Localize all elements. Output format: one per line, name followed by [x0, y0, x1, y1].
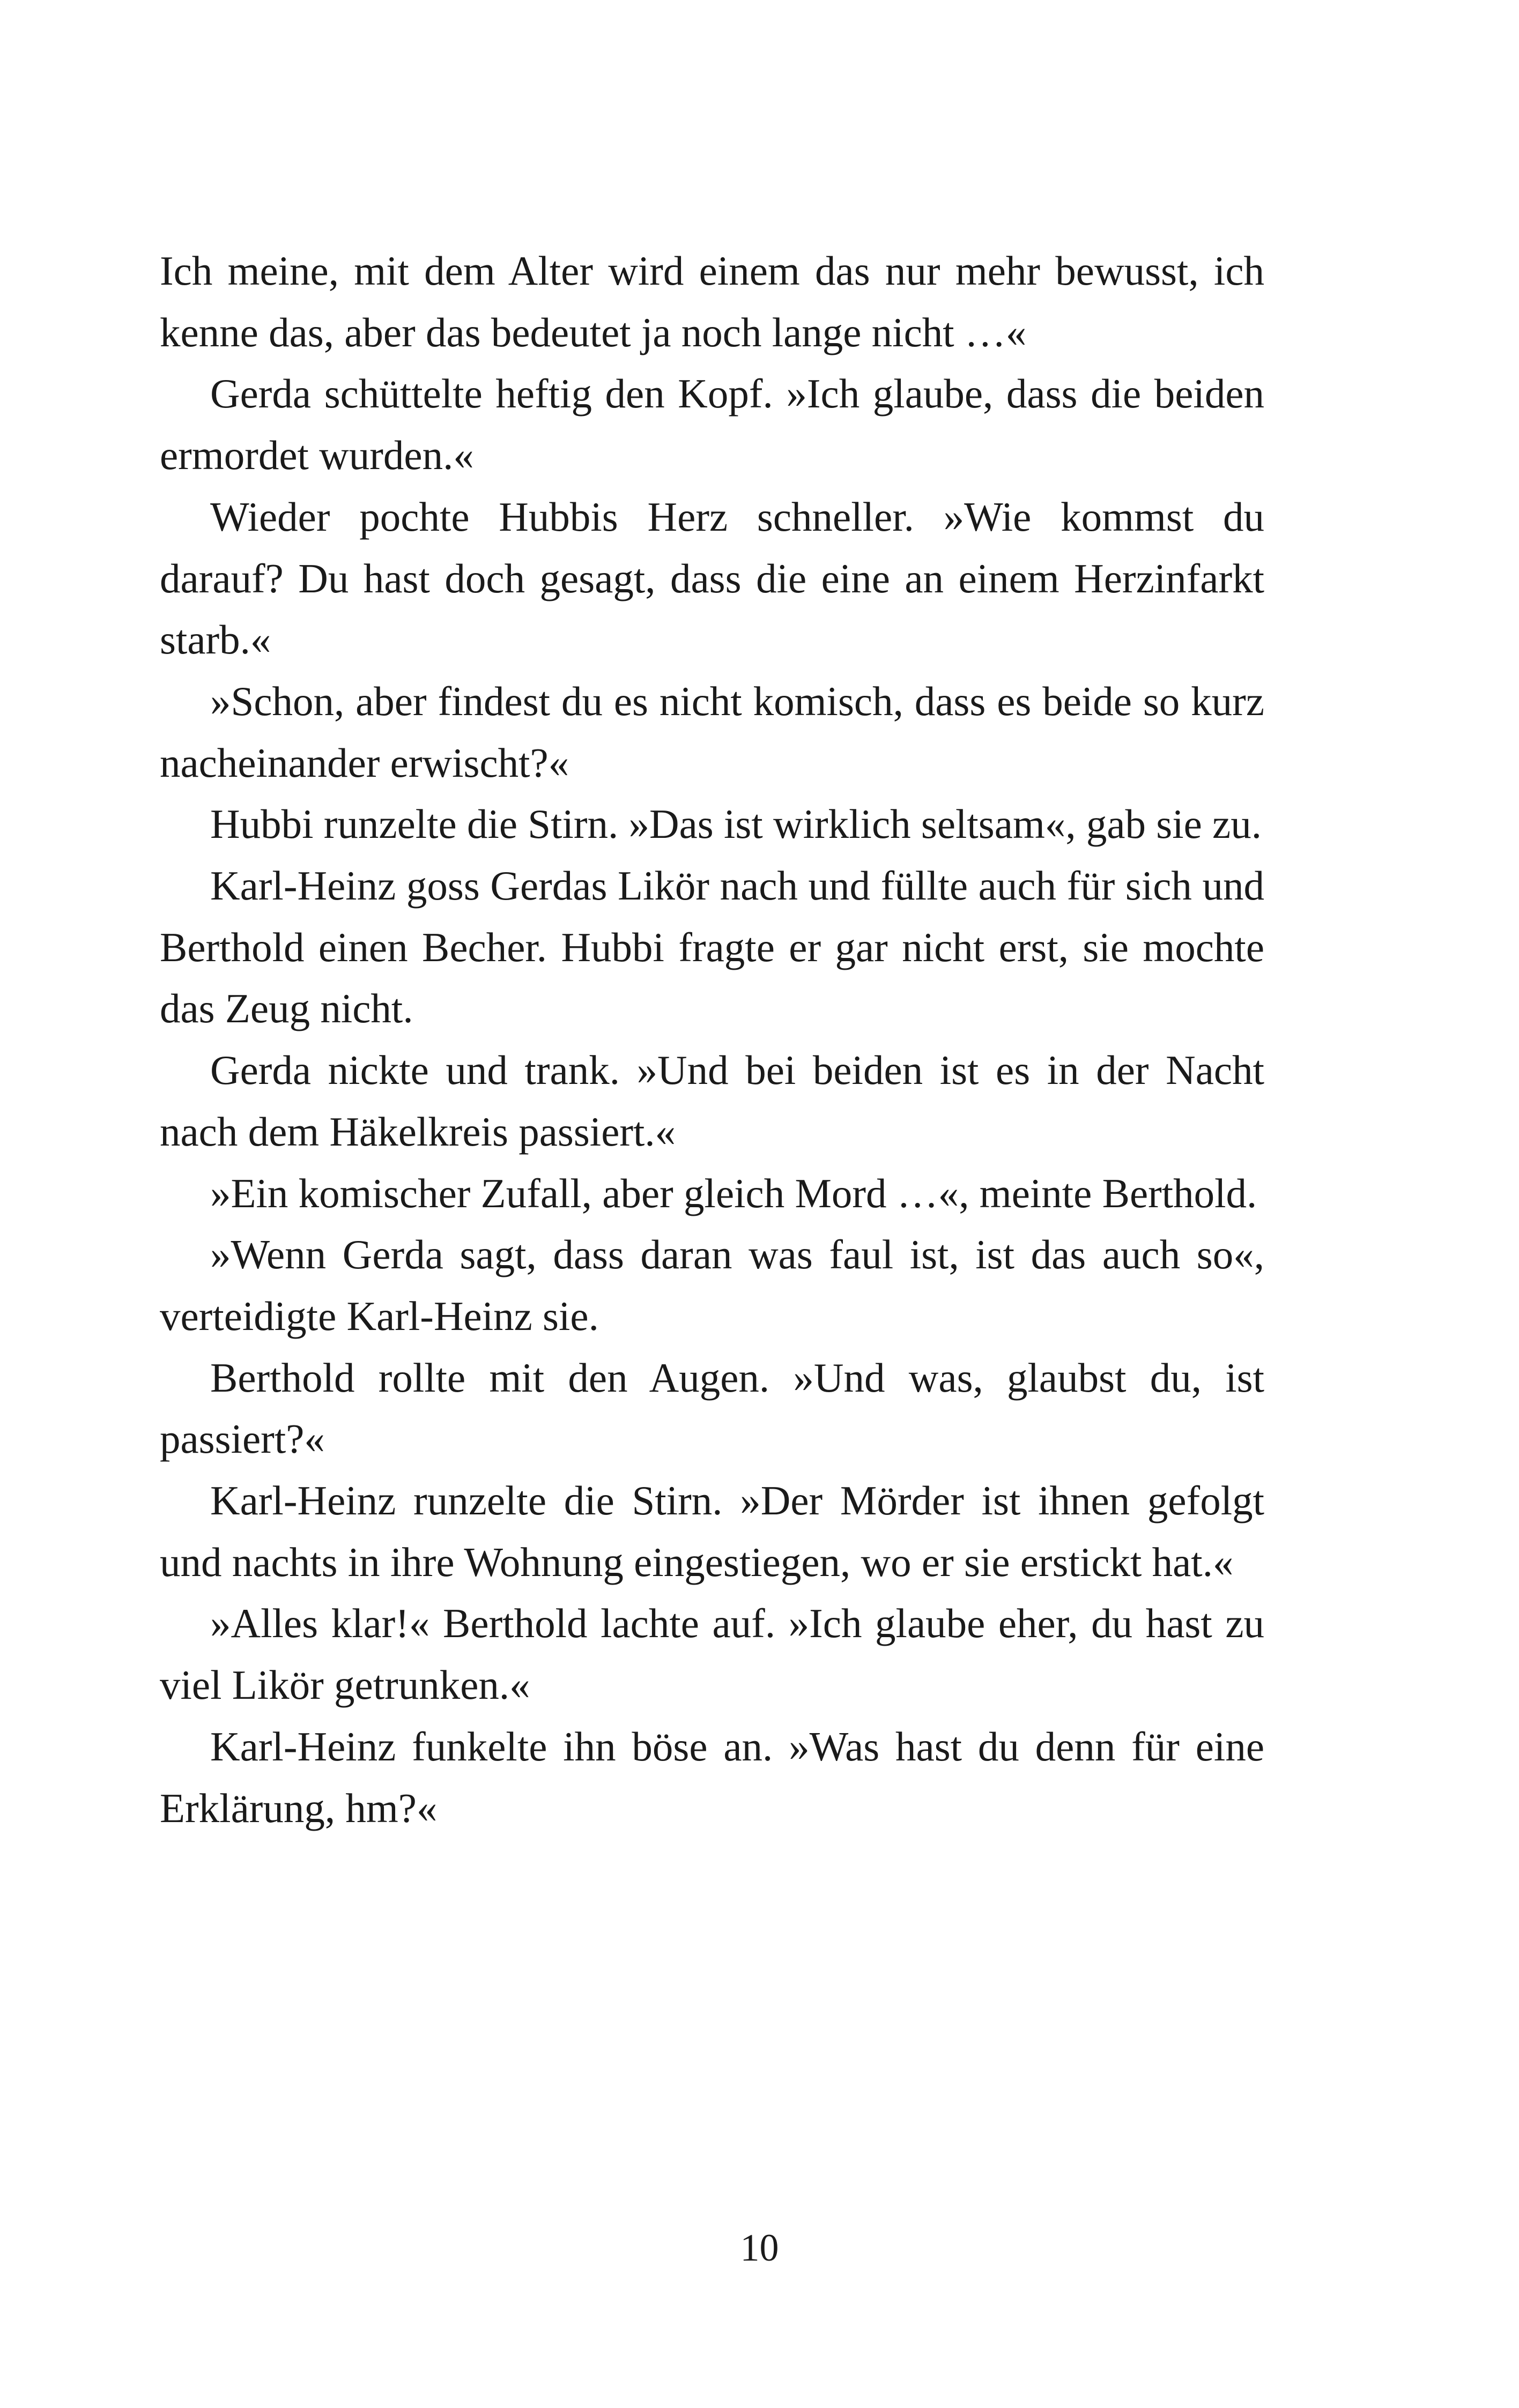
page-number: 10 [740, 2226, 779, 2269]
paragraph: »Ein komischer Zufall, aber gleich Mord …«, meinte Berthold. [210, 1170, 1257, 1216]
paragraph: Hubbi runzelte die Stirn. »Das ist wirklich seltsam«, gab sie zu. [210, 801, 1262, 848]
paragraph: Berthold rollte mit den Augen. »Und was, glaubst du, ist passiert?« [160, 1354, 1264, 1462]
paragraph: Wieder pochte Hubbis Herz schneller. »Wie kommst du darauf? Du hast doch gesagt, dass die eine an einem Herzinfarkt starb.« [160, 493, 1264, 663]
paragraph: Ich meine, mit dem Alter wird einem das nur mehr bewusst, ich kenne das, aber das bedeutet ja noch lange nicht …« [160, 248, 1264, 355]
body-text [160, 240, 1264, 1839]
paragraph: Karl-Heinz goss Gerdas Likör nach und füllte auch für sich und Berthold einen Becher. Hubbi fragte er gar nicht erst, sie mochte das Zeug nicht. [160, 863, 1264, 1032]
paragraph: Gerda nickte und trank. »Und bei beiden ist es in der Nacht nach dem Häkelkreis passiert.« [160, 1047, 1264, 1155]
paragraph: »Alles klar!« Berthold lachte auf. »Ich glaube eher, du hast zu viel Likör getrunken.« [160, 1600, 1264, 1708]
paragraph: »Wenn Gerda sagt, dass daran was faul ist, ist das auch so«, verteidigte Karl-Heinz sie. [160, 1231, 1264, 1339]
paragraph: Karl-Heinz funkelte ihn böse an. »Was hast du denn für eine Erklärung, hm?« [160, 1723, 1264, 1831]
paragraph: »Schon, aber findest du es nicht komisch, dass es beide so kurz nacheinander erwischt?« [160, 678, 1264, 786]
paragraph: Gerda schüttelte heftig den Kopf. »Ich glaube, dass die beiden ermordet wurden.« [160, 370, 1264, 479]
paragraph: Karl-Heinz runzelte die Stirn. »Der Mörder ist ihnen gefolgt und nachts in ihre Wohnung eingestiegen, wo er sie erstickt hat.« [160, 1477, 1264, 1585]
